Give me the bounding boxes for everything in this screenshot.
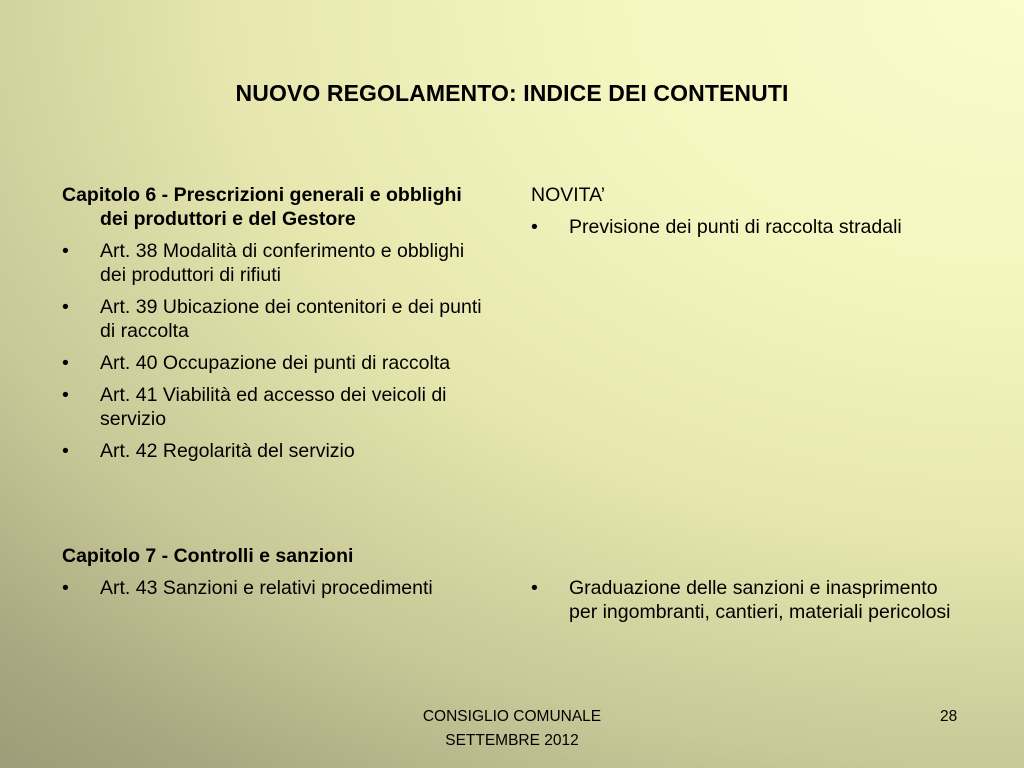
list-item-text: Graduazione delle sanzioni e inasprimento per ingombranti, cantieri, materiali pericolosi [569,577,951,623]
bullet-icon: • [62,352,69,374]
list-item-text: Art. 38 Modalità di conferimento e obblighi dei produttori di rifiuti [100,240,465,286]
list-item-text: Art. 41 Viabilità ed accesso dei veicoli di servizio [100,384,447,430]
list-item [62,295,492,343]
bullet-icon: • [531,577,538,599]
page-number: 28 [940,708,958,725]
chapter7-heading: Capitolo 7 - Controlli e sanzioni [62,545,354,567]
footer-line-1: CONSIGLIO COMUNALE [422,708,602,725]
chapter7-section [62,544,492,600]
list-item [531,576,951,624]
footer [362,705,662,753]
list-item [531,215,951,239]
list-item-text: Previsione dei punti di raccolta stradali [569,216,902,238]
bullet-icon: • [62,384,69,406]
novita-heading: NOVITA’ [531,184,606,206]
slide-title: NUOVO REGOLAMENTO: INDICE DEI CONTENUTI [235,80,789,106]
bullet-icon: • [62,577,69,599]
list-item-text: Art. 42 Regolarità del servizio [100,440,355,462]
list-item [62,351,492,375]
list-item [62,383,492,431]
bullet-icon: • [62,296,69,318]
chapter6-heading: Capitolo 6 - Prescrizioni generali e obblighi dei produttori e del Gestore [62,184,462,230]
list-item-text: Art. 40 Occupazione dei punti di raccolta [100,352,451,374]
novita-section [531,183,951,239]
bullet-icon: • [531,216,538,238]
bullet-icon: • [62,240,69,262]
list-item [62,439,492,463]
list-item-text: Art. 39 Ubicazione dei contenitori e dei punti di raccolta [100,296,482,342]
chapter6-section [62,183,492,463]
bullet-icon: • [62,440,69,462]
list-item-text: Art. 43 Sanzioni e relativi procedimenti [100,577,433,599]
footer-line-2: SETTEMBRE 2012 [445,732,579,749]
list-item [62,576,492,600]
novita-sanzioni-section [531,576,951,624]
list-item [62,239,492,287]
